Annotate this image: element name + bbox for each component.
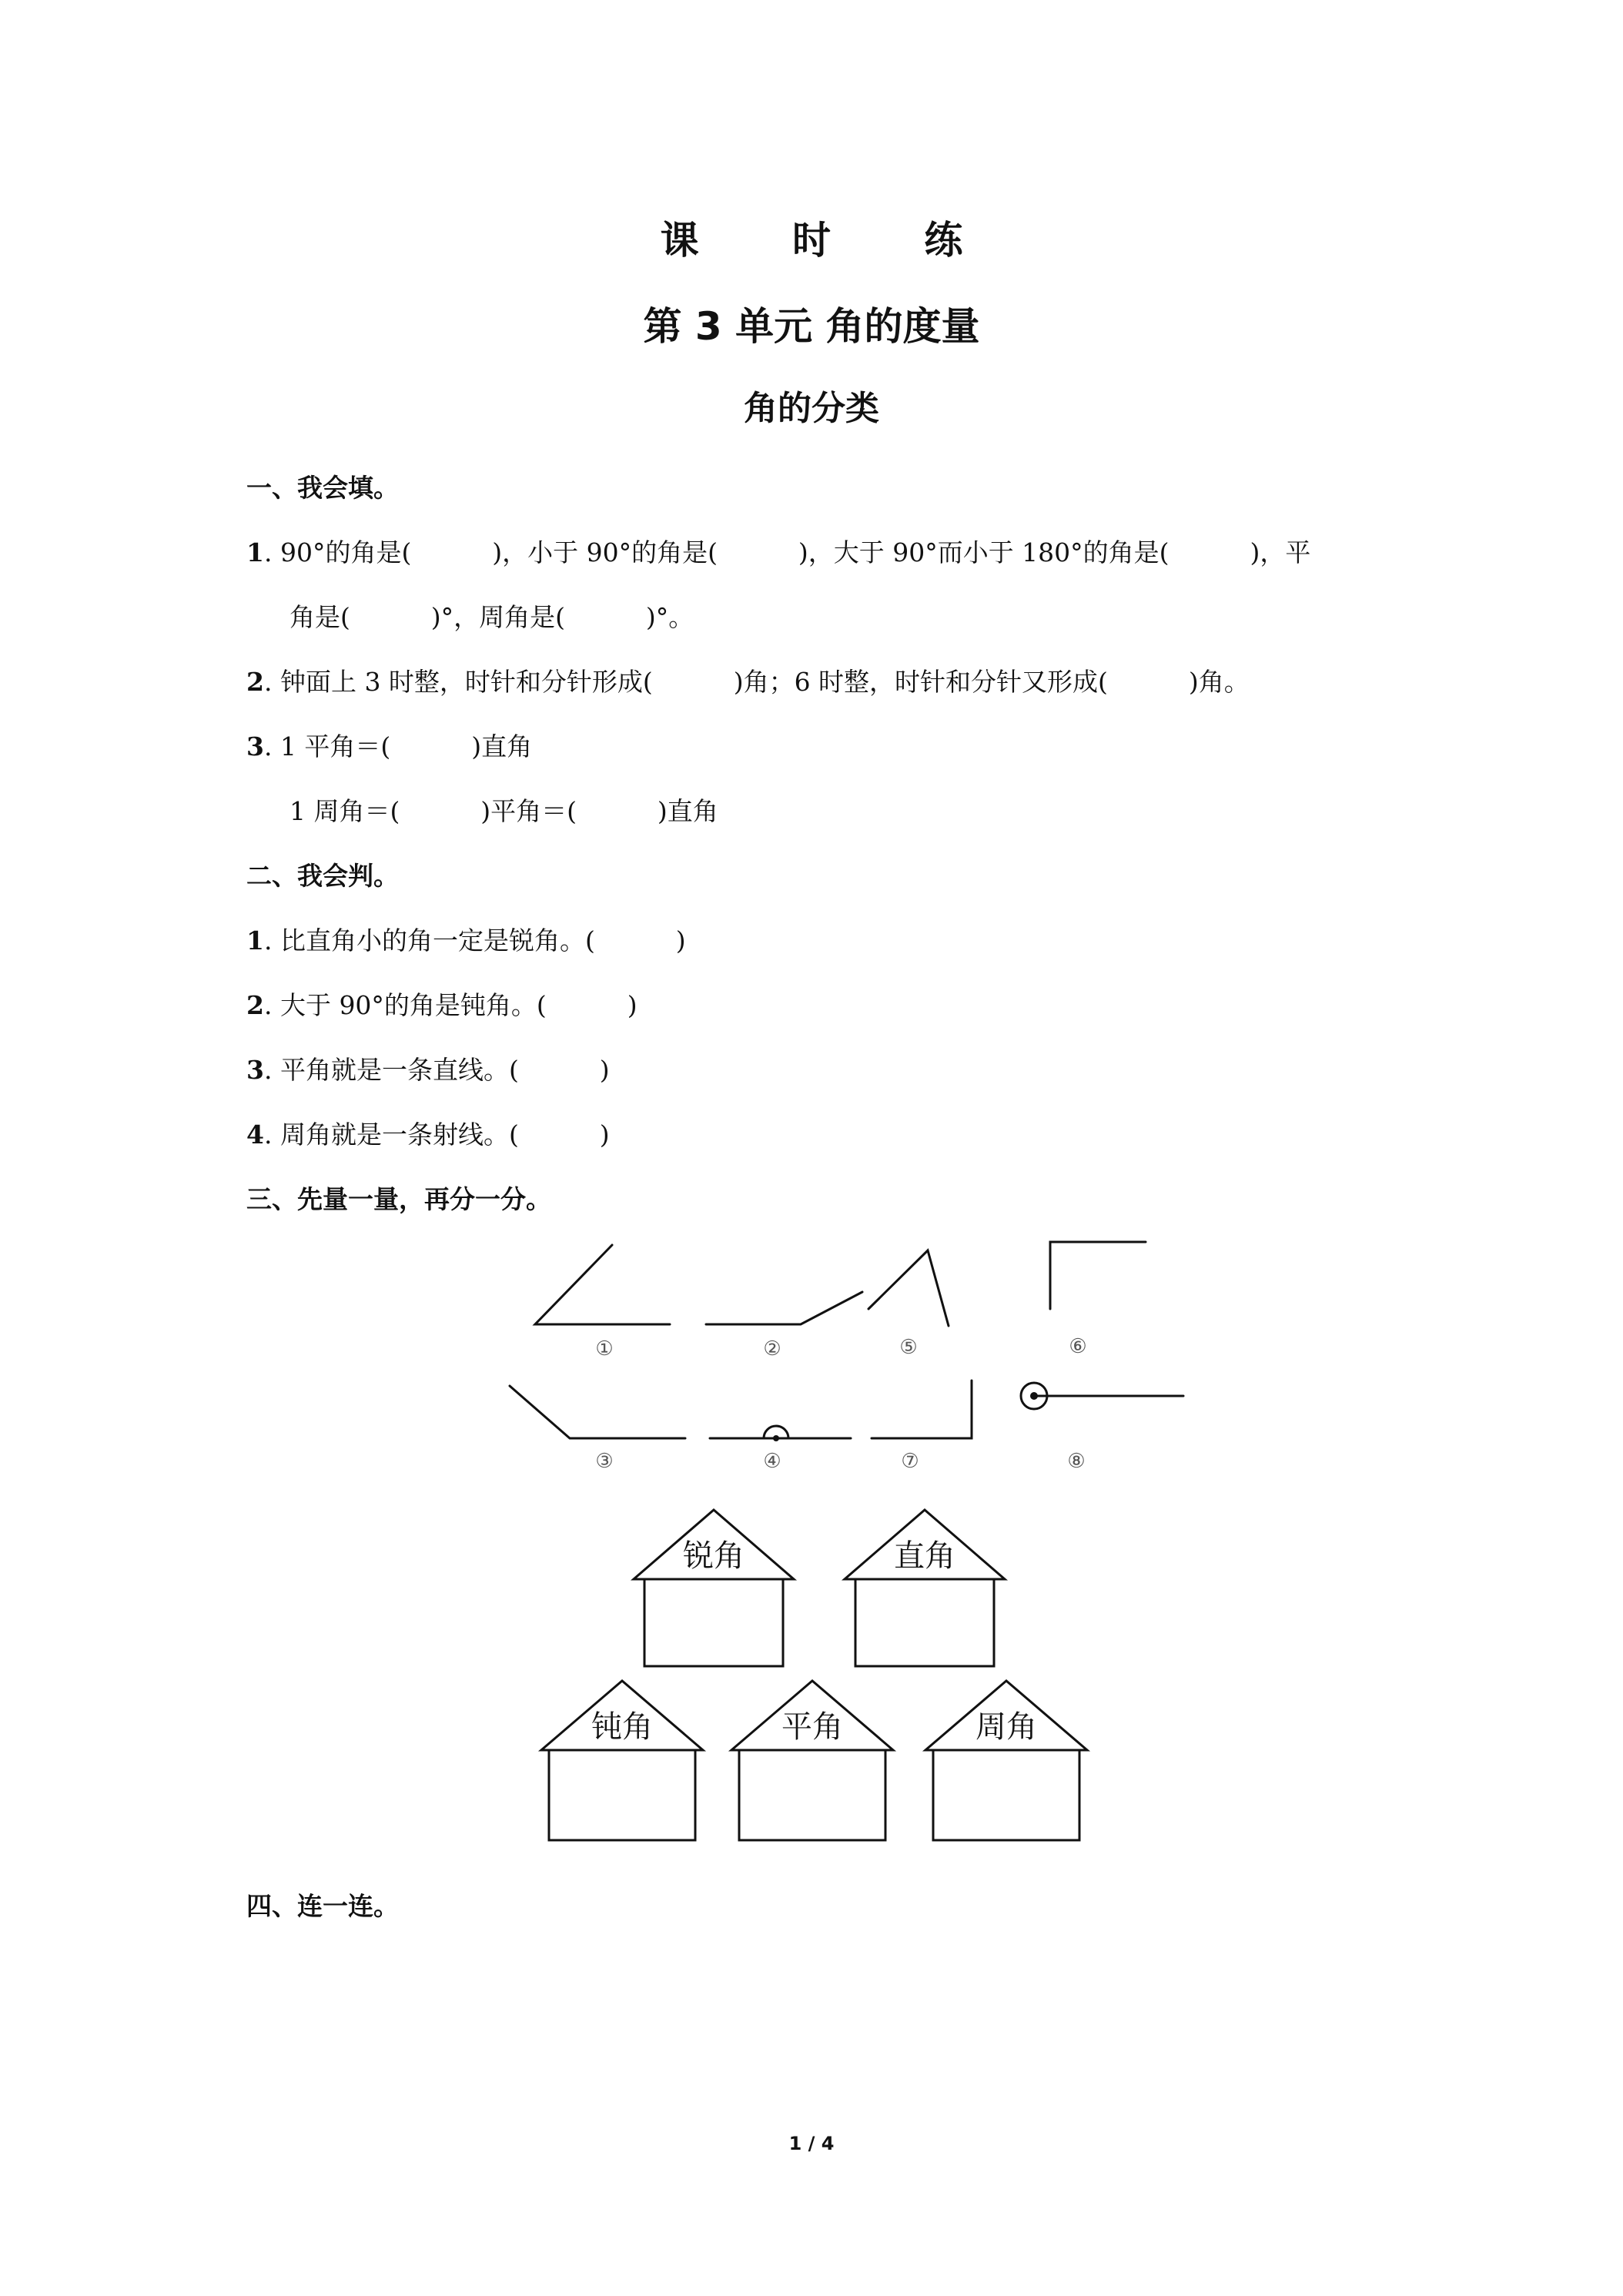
lesson-title: 角的分类 — [744, 389, 879, 428]
angle-6-figure — [1050, 1242, 1146, 1309]
s2-item-3-text: . 平角就是一条直线。( ) — [263, 1055, 610, 1085]
s1-q1-line2: 角是( )°，周角是( )°。 — [289, 602, 694, 632]
house-label-full: 周角 — [975, 1709, 1037, 1745]
angle-label-4: ④ — [763, 1450, 781, 1473]
house-label-obtuse: 钝角 — [591, 1709, 653, 1745]
s2-item-3-num: 3 — [246, 1055, 264, 1085]
s1-q1-num: 1 — [246, 537, 264, 567]
angle-5-figure — [868, 1250, 949, 1326]
angle-3-figure — [510, 1386, 685, 1438]
section1-heading: 一、我会填。 — [246, 473, 399, 503]
unit-title: 第 3 单元 角的度量 — [643, 304, 980, 349]
angle-2-figure — [706, 1292, 862, 1324]
section2-heading: 二、我会判。 — [246, 861, 399, 891]
s1-q3-num: 3 — [246, 731, 264, 761]
house-right — [845, 1510, 1005, 1666]
s2-item-1-num: 1 — [246, 925, 264, 956]
s1-q1-text1: . 90°的角是( )，小于 90°的角是( )，大于 90°而小于 180°的角是( )，平 — [263, 537, 1311, 567]
angle-label-8: ⑧ — [1067, 1450, 1086, 1473]
s1-q3-line2: 1 周角＝( )平角＝( )直角 — [289, 796, 718, 826]
s2-item-4-text: . 周角就是一条射线。( ) — [263, 1120, 610, 1150]
doc-title: 课 时 练 — [660, 218, 1003, 263]
page-number: 1 / 4 — [788, 2133, 835, 2154]
angle-label-3: ③ — [595, 1450, 614, 1473]
s2-item-2-text: . 大于 90°的角是钝角。( ) — [263, 990, 637, 1020]
s1-q2-text: . 钟面上 3 时整，时针和分针形成( )角；6 时整，时针和分针又形成( )角。 — [263, 667, 1250, 697]
angle-label-6: ⑥ — [1069, 1335, 1087, 1358]
angle-label-2: ② — [763, 1337, 781, 1361]
s2-item-1-text: . 比直角小的角一定是锐角。( ) — [263, 925, 686, 956]
house-label-right: 直角 — [894, 1538, 955, 1574]
angle-4-vertex — [773, 1435, 779, 1441]
s1-q2-num: 2 — [246, 667, 264, 697]
s2-item-4-num: 4 — [246, 1120, 264, 1150]
house-full — [925, 1681, 1087, 1840]
angle-label-7: ⑦ — [901, 1450, 919, 1473]
s1-q3-text1: . 1 平角＝( )直角 — [263, 731, 533, 761]
section4-heading: 四、连一连。 — [246, 1891, 399, 1921]
house-acute — [634, 1510, 794, 1666]
section3-heading: 三、先量一量，再分一分。 — [246, 1184, 551, 1214]
angle-label-1: ① — [595, 1337, 614, 1361]
angle-1-figure — [535, 1245, 670, 1324]
house-straight — [731, 1681, 893, 1840]
angle-label-5: ⑤ — [899, 1336, 918, 1359]
house-label-straight: 平角 — [781, 1709, 843, 1745]
angle-8-vertex — [1030, 1392, 1038, 1400]
house-label-acute: 锐角 — [683, 1538, 745, 1574]
house-obtuse — [541, 1681, 703, 1840]
s2-item-2-num: 2 — [246, 990, 264, 1020]
angle-7-figure — [872, 1381, 972, 1438]
